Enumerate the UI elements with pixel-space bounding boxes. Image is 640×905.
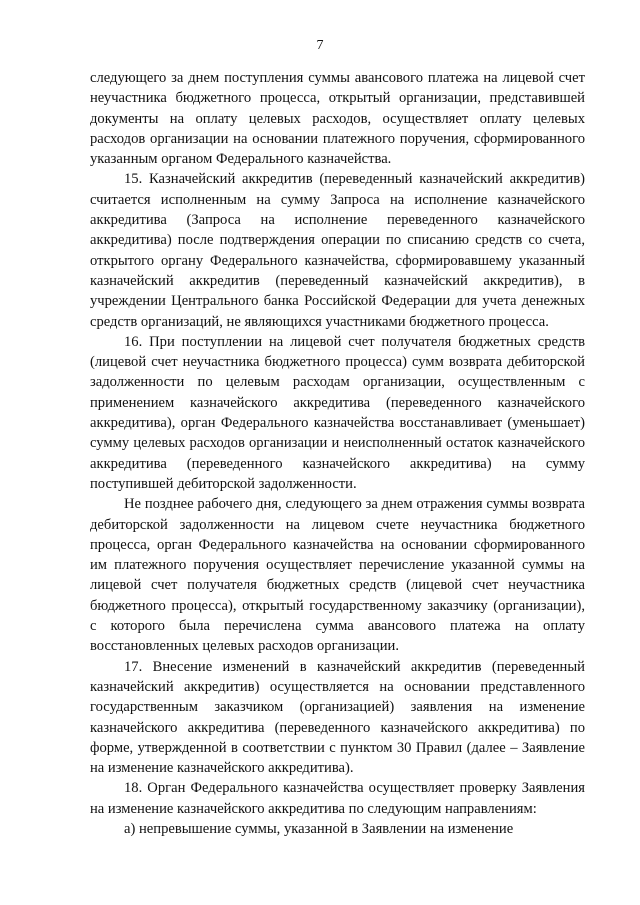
paragraph-continuation: следующего за днем поступления суммы авансового платежа на лицевой счет неучастника бюджетного процесса, открытый организации, представившей документы на оплату целевых расходов, осуществляет оплату целевых расходов организации на основании платежного поручения, сформированного указанным органом Федерального казначейства. (90, 70, 585, 168)
paragraph-16-continued: Не позднее рабочего дня, следующего за днем отражения суммы возврата дебиторской задолженности на лицевом счете неучастника бюджетного процесса, орган Федерального казначейства на основании сформированного им платежного поручения осуществляет перечисление указанной суммы на лицевой счет получателя бюджетных средств (лицевой счет неучастника бюджетного процесса), открытый государственному заказчику (организации), с которого была перечислена сумма авансового платежа на оплату восстановленных целевых расходов организации. (90, 496, 585, 655)
paragraph-16: 16. При поступлении на лицевой счет получателя бюджетных средств (лицевой счет неучастника бюджетного процесса) сумм возврата дебиторской задолженности по целевым расходам организации, осуществленным с применением казначейского аккредитива (переведенного казначейского аккредитива), орган Федерального казначейства восстанавливает (уменьшает) сумму целевых расходов организации и неисполненный остаток казначейского аккредитива (переведенного казначейского аккредитива) на сумму поступившей дебиторской задолженности. (90, 333, 585, 492)
paragraph-18: 18. Орган Федерального казначейства осуществляет проверку Заявления на изменение казначейского аккредитива по следующим направлениям: (90, 780, 585, 817)
paragraph-18-item-a: а) непревышение суммы, указанной в Заявлении на изменение (124, 820, 514, 837)
paragraph-15: 15. Казначейский аккредитив (переведенный казначейский аккредитив) считается исполненным на сумму Запроса на исполнение казначейского аккредитива (Запроса на исполнение переведенного казначейского аккредитива) после подтверждения операции по списанию средств со счета, открытого органу Федерального казначейства, сформировавшему указанный казначейский аккредитив (переведенный казначейский аккредитив), в учреждении Центрального банка Российской Федерации для учета денежных средств организаций, не являющихся участниками бюджетного процесса. (90, 171, 585, 330)
document-body (90, 68, 585, 839)
page-number: 7 (316, 38, 324, 53)
paragraph-17: 17. Внесение изменений в казначейский аккредитив (переведенный казначейский аккредитив) осуществляется на основании представленного государственным заказчиком (организацией) заявления на изменение казначейского аккредитива (переведенного казначейского аккредитива) по форме, утвержденной в соответствии с пунктом 30 Правил (далее – Заявление на изменение казначейского аккредитива). (90, 658, 585, 777)
